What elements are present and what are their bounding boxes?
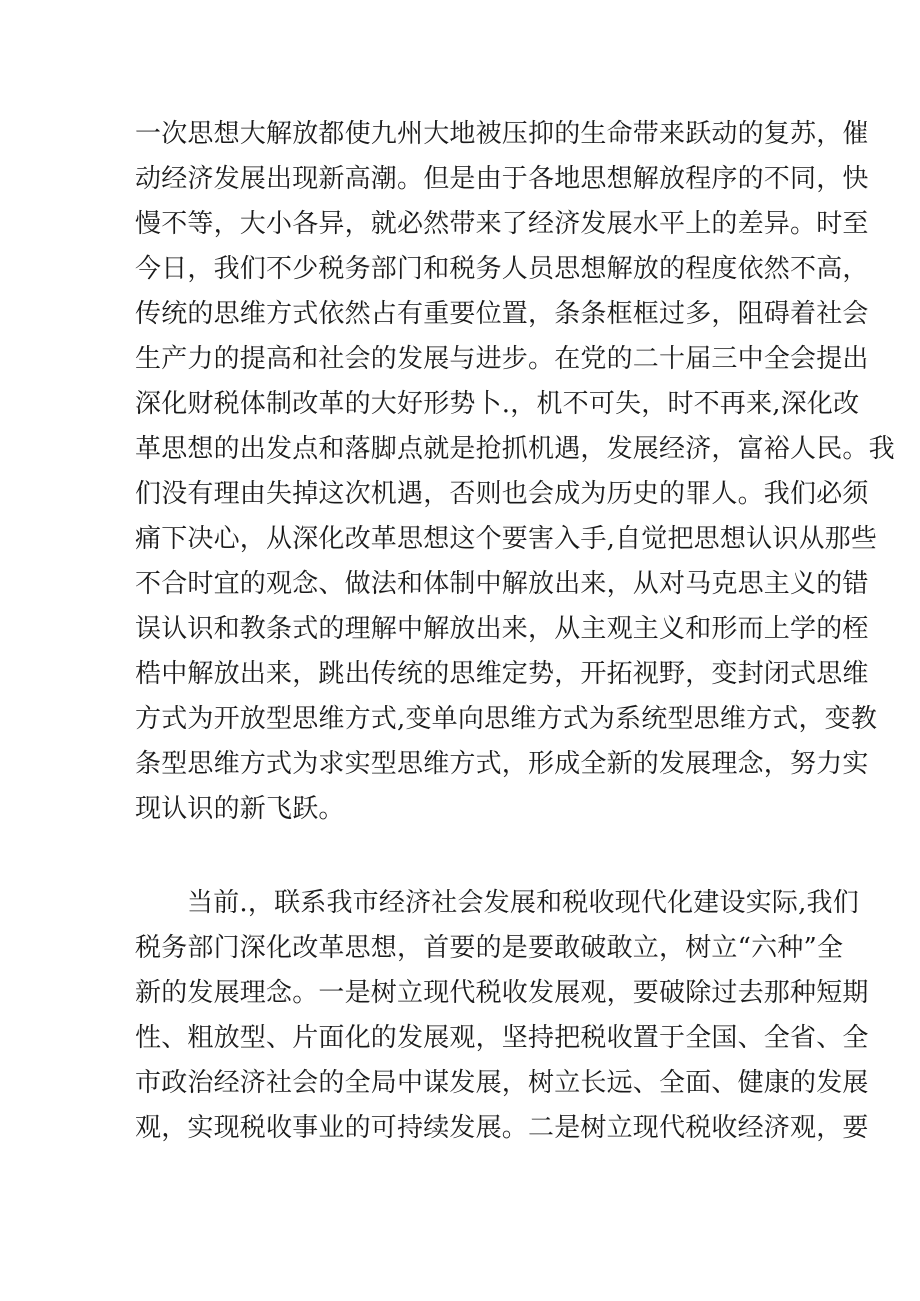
text-line: 动经济发展出现新高潮。但是由于各地思想解放程序的不同，快 bbox=[135, 164, 869, 194]
text-line: 们没有理由失掉这次机遇，否则也会成为历史的罪人。我们必须 bbox=[135, 479, 869, 509]
text-line: 深化财税体制改革的大好形势卜.，机不可失，时不再来,深化改 bbox=[135, 389, 860, 419]
text-line: 新的发展理念。一是树立现代税收发展观，要破除过去那种短期 bbox=[135, 978, 869, 1008]
text-line: 现认识的新飞跃。 bbox=[135, 794, 345, 824]
text-line: 传统的思维方式依然占有重要位置，条条框框过多，阻碍着社会 bbox=[135, 299, 869, 329]
text-line: 革思想的出发点和落脚点就是抢抓机遇，发展经济，富裕人民。我 bbox=[135, 434, 895, 464]
text-line: 条型思维方式为求实型思维方式，形成全新的发展理念，努力实 bbox=[135, 749, 869, 779]
text-line: 性、粗放型、片面化的发展观，坚持把税收置于全国、全省、全 bbox=[135, 1023, 869, 1053]
text-line: 不合时宜的观念、做法和体制中解放出来，从对马克思主义的错 bbox=[135, 569, 869, 599]
text-line: 痛下决心，从深化改革思想这个要害入手,自觉把思想认识从那些 bbox=[135, 524, 878, 554]
text-line: 今日，我们不少税务部门和税务人员思想解放的程度依然不高， bbox=[135, 254, 869, 284]
text-line: 方式为开放型思维方式,变单向思维方式为系统型思维方式，变教 bbox=[135, 704, 878, 734]
text-line: 税务部门深化改革思想，首要的是要敢破敢立，树立“六种”全 bbox=[135, 933, 844, 963]
text-line: 误认识和教条式的理解中解放出来，从主观主义和形而上学的桎 bbox=[135, 614, 869, 644]
text-line: 梏中解放出来，跳出传统的思维定势，开拓视野，变封闭式思维 bbox=[135, 659, 869, 689]
text-line: 慢不等，大小各异，就必然带来了经济发展水平上的差异。时至 bbox=[135, 209, 869, 239]
text-line: 市政治经济社会的全局中谋发展，树立长远、全面、健康的发展 bbox=[135, 1068, 869, 1098]
text-line: 生产力的提高和社会的发展与进步。在党的二十届三中全会提出 bbox=[135, 344, 869, 374]
text-line: 观，实现税收事业的可持续发展。二是树立现代税收经济观，要 bbox=[135, 1113, 869, 1143]
paragraph-1 bbox=[135, 112, 895, 832]
text-line: 当前.，联系我市经济社会发展和税收现代化建设实际,我们 bbox=[187, 888, 859, 918]
paragraph-2 bbox=[135, 881, 869, 1151]
text-line: 一次思想大解放都使九州大地被压抑的生命带来跃动的复苏，催 bbox=[135, 119, 869, 149]
